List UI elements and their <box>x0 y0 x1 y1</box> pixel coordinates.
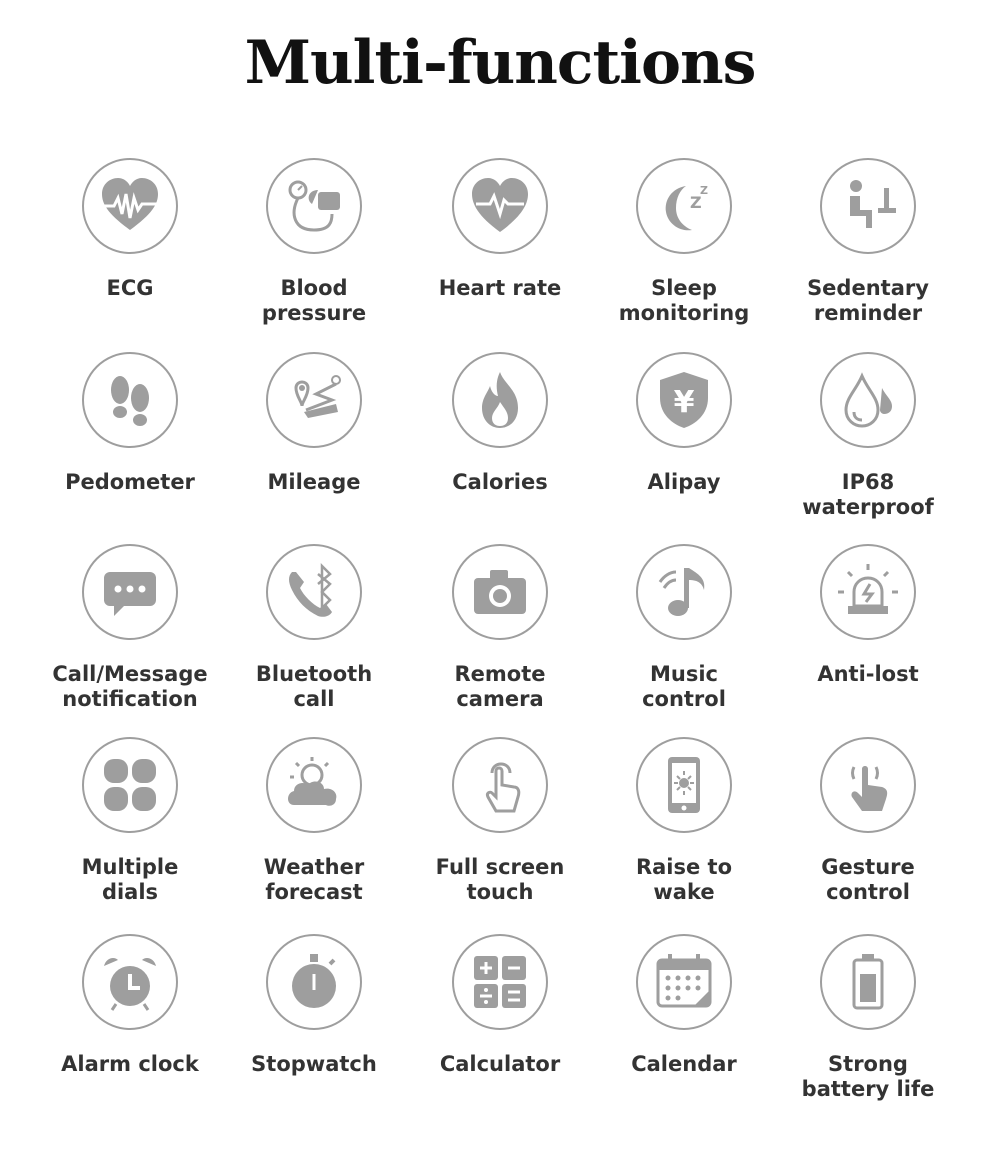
feature-label: Bluetooth call <box>255 662 373 711</box>
footprints-icon <box>82 352 178 448</box>
ecg-heart-icon <box>82 158 178 254</box>
feature-label: Calendar <box>631 1052 737 1076</box>
svg-text:¥: ¥ <box>673 385 695 420</box>
feature-label: Alipay <box>647 470 721 494</box>
svg-text:Z: Z <box>690 193 702 212</box>
sedentary-icon <box>820 158 916 254</box>
yen-shield-icon <box>636 352 732 448</box>
feature-label: Blood pressure <box>261 276 367 325</box>
feature-label: Raise to wake <box>635 855 733 904</box>
feature-label: Full screen touch <box>435 855 565 904</box>
bluetooth-phone-icon <box>266 544 362 640</box>
svg-text:Z: Z <box>700 184 708 197</box>
calculator-icon <box>452 934 548 1030</box>
sleep-moon-icon <box>636 158 732 254</box>
feature-label: Stopwatch <box>251 1052 377 1076</box>
music-note-icon <box>636 544 732 640</box>
battery-icon <box>820 934 916 1030</box>
feature-label: Strong battery life <box>801 1052 935 1101</box>
feature-label: Call/Message notification <box>52 662 208 711</box>
feature-label: Calories <box>452 470 548 494</box>
water-drop-icon <box>820 352 916 448</box>
alarm-clock-icon <box>82 934 178 1030</box>
feature-label: Mileage <box>267 470 361 494</box>
alarm-siren-icon <box>820 544 916 640</box>
page-title: Multi-functions <box>244 28 756 98</box>
blood-pressure-icon <box>266 158 362 254</box>
feature-label: IP68 waterproof <box>802 470 934 519</box>
map-route-icon <box>266 352 362 448</box>
feature-label: Heart rate <box>438 276 562 300</box>
feature-label: Sleep monitoring <box>618 276 750 325</box>
message-bubble-icon <box>82 544 178 640</box>
feature-label: Sedentary reminder <box>807 276 929 325</box>
feature-label: Multiple dials <box>81 855 179 904</box>
feature-label: Weather forecast <box>263 855 365 904</box>
weather-cloud-icon <box>266 737 362 833</box>
camera-icon <box>452 544 548 640</box>
touch-finger-icon <box>452 737 548 833</box>
feature-label: Remote camera <box>454 662 546 711</box>
feature-label: ECG <box>106 276 154 300</box>
clover-dials-icon <box>82 737 178 833</box>
stopwatch-icon <box>266 934 362 1030</box>
phone-wake-icon <box>636 737 732 833</box>
feature-label: Pedometer <box>65 470 195 494</box>
feature-label: Music control <box>642 662 726 711</box>
feature-label: Alarm clock <box>61 1052 199 1076</box>
feature-label: Gesture control <box>821 855 915 904</box>
flame-icon <box>452 352 548 448</box>
calendar-icon <box>636 934 732 1030</box>
feature-label: Anti-lost <box>817 662 919 686</box>
feature-label: Calculator <box>439 1052 561 1076</box>
gesture-hand-icon <box>820 737 916 833</box>
heart-rate-icon <box>452 158 548 254</box>
